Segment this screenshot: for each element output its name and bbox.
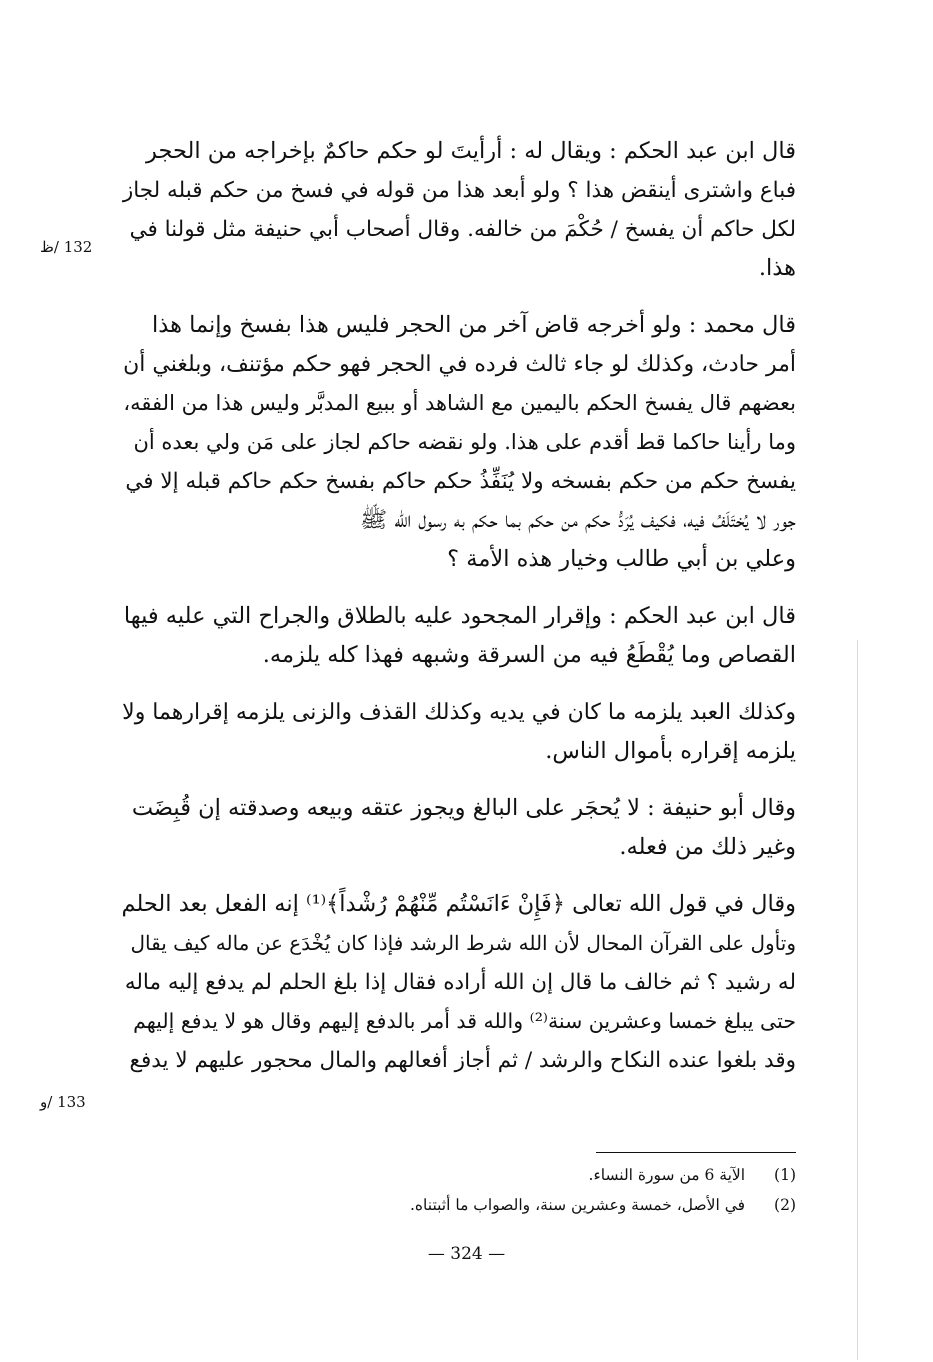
text-line: وتأول على القرآن المحال لأن الله شرط الرشد فإذا كان يُخْدَع عن ماله كيف يقال <box>130 931 796 955</box>
text-line: وعلي بن أبي طالب وخيار هذه الأمة ؟ <box>447 546 796 572</box>
footnote-divider <box>596 1152 796 1153</box>
paragraph <box>120 693 796 771</box>
text-line: قال ابن عبد الحكم : وإقرار المجحود عليه بالطلاق والجراح التي عليه فيها <box>123 603 796 629</box>
footnote-text: الآية 6 من سورة النساء. <box>588 1166 746 1184</box>
text-line: وقال أبو حنيفة : لا يُحجَر على البالغ ويجوز عتقه وبيعه وصدقته إن قُبِضَت <box>131 795 796 821</box>
text-line: له رشيد ؟ ثم خالف ما قال إن الله أراده فقال إذا بلغ الحلم لم يدفع إليه ماله <box>124 970 796 995</box>
text-line: القصاص وما يُقْطَعُ فيه من السرقة وشبهه فهذا كله يلزمه. <box>262 642 796 668</box>
text-line: حتى يبلغ خمسا وعشرين سنة⁽²⁾ والله قد أمر بالدفع إليهم وقال هو لا يدفع إليهم <box>133 1009 796 1033</box>
text-line: يفسخ حكم من حكم بفسخه ولا يُنَفِّذُ حكم حاكم بفسخ حكم حاكم قبله إلا في <box>125 469 796 494</box>
text-line: جور لا يُختَلَفُ فيه، فكيف يُرَدُّ حكم من حكم بما حكم به رسول الله ﷺ <box>360 507 796 533</box>
text-line: هذا. <box>758 255 796 281</box>
footnote-text: في الأصل، خمسة وعشرين سنة، والصواب ما أثبتناه. <box>410 1196 746 1214</box>
paragraph <box>120 132 796 288</box>
footnotes <box>120 1160 796 1220</box>
text-line: قال محمد : ولو أخرجه قاض آخر من الحجر فليس هذا بفسخ وإنما هذا <box>152 312 796 338</box>
text-line: فباع واشترى أينقض هذا ؟ ولو أبعد هذا من قوله في فسخ من حكم قبله لجاز <box>122 178 796 203</box>
page-number: — 324 — <box>427 1244 506 1264</box>
footnote-number: (1) <box>774 1166 796 1184</box>
footnote <box>120 1160 796 1190</box>
folio-marker: 132 /ظ <box>40 238 93 256</box>
text-line: وكذلك العبد يلزمه ما كان في يديه وكذلك القذف والزنى يلزمه إقرارهما ولا <box>122 700 796 725</box>
text-line: يلزمه إقراره بأموال الناس. <box>545 738 796 764</box>
paragraph <box>120 789 796 867</box>
text-line: وقد بلغوا عنده النكاح والرشد / ثم أجاز أفعالهم والمال محجور عليهم لا يدفع <box>129 1048 796 1073</box>
text-line: قال ابن عبد الحكم : ويقال له : أرأيتَ لو حكم حاكمٌ بإخراجه من الحجر <box>146 138 796 164</box>
text-line: وغير ذلك من فعله. <box>619 834 796 860</box>
folio-marker: 133 /و <box>40 1093 86 1111</box>
paragraph <box>120 306 796 579</box>
text-line: بعضهم قال يفسخ الحكم باليمين مع الشاهد أو ببيع المدبَّر وليس هذا من الفقه، <box>123 391 796 415</box>
text-line: لكل حاكم أن يفسخ / حُكْمَ من خالفه. وقال أصحاب أبي حنيفة مثل قولنا في <box>129 217 796 242</box>
scan-edge-line <box>857 640 858 1360</box>
text-line: أمر حادث، وكذلك لو جاء ثالث فرده في الحجر فهو حكم مؤتنف، وبلغني أن <box>123 352 796 377</box>
paragraph <box>120 885 796 1080</box>
paragraph <box>120 597 796 675</box>
main-text <box>120 132 796 1098</box>
footnote-number: (2) <box>774 1196 796 1214</box>
footnote <box>120 1190 796 1220</box>
text-line: وقال في قول الله تعالى ﴿فَإِنْ ءَانَسْتُم مِّنْهُمْ رُشْداً﴾⁽¹⁾ إنه الفعل بعد الحلم <box>121 891 796 917</box>
text-line: وما رأينا حاكما قط أقدم على هذا. ولو نقضه حاكم لجاز على مَن ولي بعده أن <box>133 430 796 454</box>
